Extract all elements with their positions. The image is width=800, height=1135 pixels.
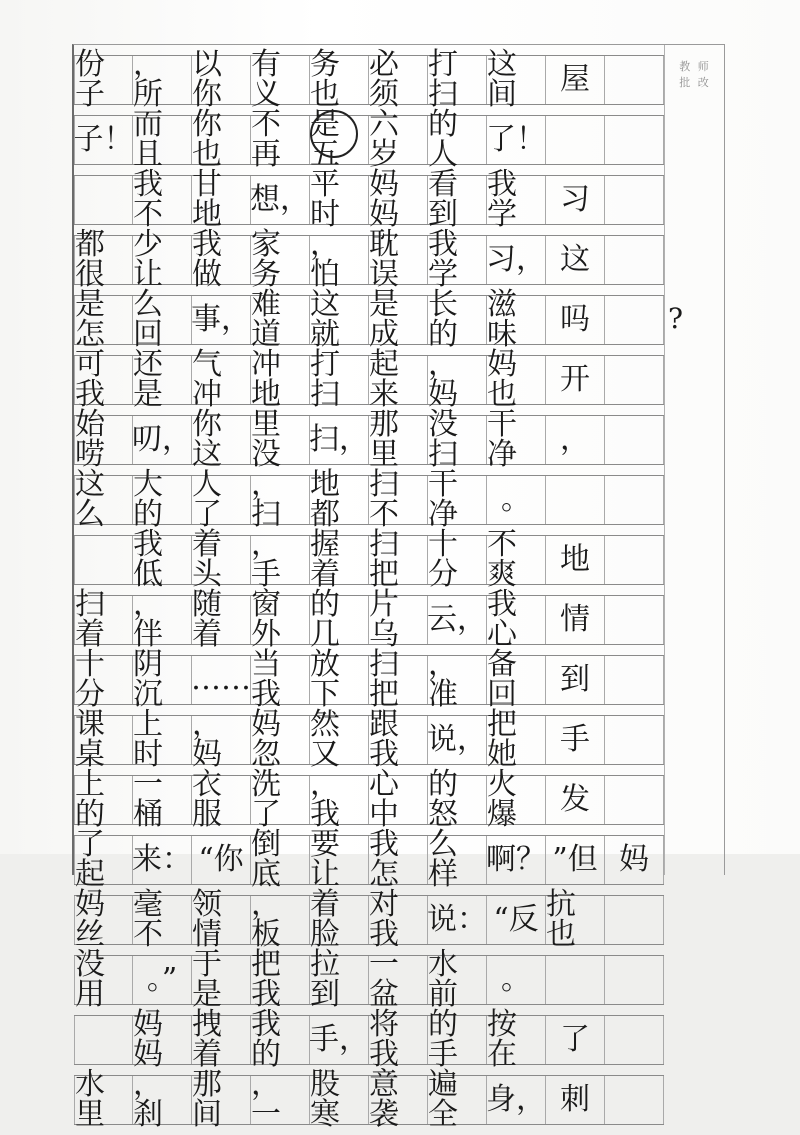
grid-row	[74, 167, 664, 232]
grid-cell: 。	[487, 956, 546, 1004]
grid-cell	[546, 956, 605, 1004]
grid-cell: 窗外	[251, 596, 310, 644]
grid-cell: ，刹	[133, 1076, 192, 1124]
grid-cell: ，手	[251, 536, 310, 584]
grid-cell: 看到	[428, 176, 487, 224]
grid-cell: 一盆	[369, 956, 428, 1004]
grid-cell: 说：	[428, 896, 487, 944]
grid-cell: 而且	[133, 116, 192, 164]
grid-cell: 打扫	[428, 56, 487, 104]
grid-cell: 想，	[251, 176, 310, 224]
grid-cell	[605, 956, 664, 1004]
grid-cell: 难道	[251, 296, 310, 344]
grid-cell: 衣服	[192, 776, 251, 824]
grid-cell	[605, 596, 664, 644]
grid-cell: 一桶	[133, 776, 192, 824]
grid-cell	[605, 176, 664, 224]
grid-cell: 洗了	[251, 776, 310, 824]
grid-cell: 阴沉	[133, 656, 192, 704]
grid-cell: 气冲	[192, 356, 251, 404]
grid-row	[74, 947, 664, 1012]
grid-cell: 耽误	[369, 236, 428, 284]
grid-cell: 上的	[74, 776, 133, 824]
grid-cell: 扫着	[74, 596, 133, 644]
grid-cell: 来：	[133, 836, 192, 884]
grid-cell: 妈妈	[133, 1016, 192, 1064]
grid-cell: 么回	[133, 296, 192, 344]
grid-row	[74, 827, 664, 892]
grid-cell: 都很	[74, 236, 133, 284]
grid-cell: 大的	[133, 476, 192, 524]
grid-cell: 家务	[251, 236, 310, 284]
grid-cell: 要让	[310, 836, 369, 884]
grid-cell: 。”	[133, 956, 192, 1004]
grid-cell: 我低	[133, 536, 192, 584]
grid-cell: 放下	[310, 656, 369, 704]
grid-cell: 事，	[192, 296, 251, 344]
grid-cell: 少让	[133, 236, 192, 284]
grid-cell	[605, 56, 664, 104]
grid-cell: 意袭	[369, 1076, 428, 1124]
grid-cell: 滋味	[487, 296, 546, 344]
grid-cell: 按在	[487, 1016, 546, 1064]
grid-cell: 遍全	[428, 1076, 487, 1124]
grid-cell: 没用	[74, 956, 133, 1004]
grid-cell	[605, 656, 664, 704]
grid-cell: 必须	[369, 56, 428, 104]
grid-cell: 股寒	[310, 1076, 369, 1124]
grid-cell: 里没	[251, 416, 310, 464]
grid-cell: 倒底	[251, 836, 310, 884]
grid-cell: ，妈	[192, 716, 251, 764]
grid-cell	[605, 716, 664, 764]
grid-cell: 这间	[487, 56, 546, 104]
grid-cell: 我不	[133, 176, 192, 224]
grid-cell: 没扫	[428, 416, 487, 464]
grid-cell: 对我	[369, 896, 428, 944]
grid-cell: 叨，	[133, 416, 192, 464]
grid-cell: ……	[192, 656, 251, 704]
grid-cell: 你也	[192, 116, 251, 164]
grid-cell: 然又	[310, 716, 369, 764]
grid-cell: 干净	[428, 476, 487, 524]
grid-cell: 妈忽	[251, 716, 310, 764]
grid-cell: 把她	[487, 716, 546, 764]
grid-cell: 可我	[74, 356, 133, 404]
grid-cell: 份子	[74, 56, 133, 104]
grid-cell: 么样	[428, 836, 487, 884]
grid-cell	[605, 1076, 664, 1124]
grid-cell: 是五	[310, 116, 369, 164]
grid-cell	[605, 1016, 664, 1064]
grid-row	[74, 647, 664, 712]
grid-row	[74, 1007, 664, 1072]
grid-cell: 心中	[369, 776, 428, 824]
grid-cell: 这就	[310, 296, 369, 344]
grid-cell	[605, 896, 664, 944]
grid-cell	[605, 416, 664, 464]
grid-cell: 手	[546, 716, 605, 764]
grid-cell: 拽着	[192, 1016, 251, 1064]
teacher-correction-header	[673, 59, 717, 91]
grid-row	[74, 467, 664, 532]
grid-cell: ，一	[251, 1076, 310, 1124]
composition-sheet	[72, 44, 725, 1132]
grid-cell	[605, 776, 664, 824]
teacher-margin-column	[664, 45, 725, 875]
grid-cell	[74, 176, 133, 224]
grid-cell: 于是	[192, 956, 251, 1004]
grid-row	[74, 347, 664, 412]
grid-cell: 跟我	[369, 716, 428, 764]
grid-cell: 毫不	[133, 896, 192, 944]
grid-cell: 六岁	[369, 116, 428, 164]
grid-row	[74, 287, 684, 352]
grid-cell: 这么	[74, 476, 133, 524]
grid-cell: ”但	[546, 836, 605, 884]
grid-cell: 还是	[133, 356, 192, 404]
grid-cell: 这	[546, 236, 605, 284]
grid-cell: 妈	[605, 836, 664, 884]
grid-cell: 情	[546, 596, 605, 644]
grid-row	[74, 227, 664, 292]
grid-row	[74, 767, 664, 832]
grid-cell: 是怎	[74, 296, 133, 344]
grid-cell	[74, 536, 133, 584]
grid-cell: 到	[546, 656, 605, 704]
grid-row	[74, 887, 664, 952]
grid-cell: 地都	[310, 476, 369, 524]
grid-cell: 着脸	[310, 896, 369, 944]
grid-cell: 我的	[251, 1016, 310, 1064]
grid-cell	[605, 236, 664, 284]
grid-cell: 我心	[487, 596, 546, 644]
grid-cell: 冲地	[251, 356, 310, 404]
grid-cell: 你这	[192, 416, 251, 464]
grid-cell: 云，	[428, 596, 487, 644]
teacher-circle-mark	[310, 110, 358, 158]
grid-cell: ，怕	[310, 236, 369, 284]
grid-cell: 抗也	[546, 896, 605, 944]
grid-cell: 吗	[546, 296, 605, 344]
grid-cell: 片乌	[369, 596, 428, 644]
grid-cell: 身，	[487, 1076, 546, 1124]
grid-cell: 了起	[74, 836, 133, 884]
grid-cell: 啊？	[487, 836, 546, 884]
grid-cell: 的几	[310, 596, 369, 644]
grid-cell: 手，	[310, 1016, 369, 1064]
grid-cell: 长的	[428, 296, 487, 344]
grid-cell: 习，	[487, 236, 546, 284]
grid-cell: “你	[192, 836, 251, 884]
grid-row	[74, 1067, 664, 1132]
grid-cell: 开	[546, 356, 605, 404]
grid-cell: 火爆	[487, 776, 546, 824]
grid-cell: 妈也	[487, 356, 546, 404]
grid-cell: 上时	[133, 716, 192, 764]
grid-row	[74, 587, 664, 652]
grid-cell	[546, 476, 605, 524]
grid-cell: 始唠	[74, 416, 133, 464]
grid-cell: 那间	[192, 1076, 251, 1124]
grid-cell: 地	[546, 536, 605, 584]
grid-cell: 扫把	[369, 656, 428, 704]
grid-cell: 我学	[428, 236, 487, 284]
grid-cell: 拉到	[310, 956, 369, 1004]
grid-cell: 。	[487, 476, 546, 524]
grid-cell: 握着	[310, 536, 369, 584]
grid-cell: 我学	[487, 176, 546, 224]
grid-cell: 发	[546, 776, 605, 824]
grid-cell	[605, 296, 664, 344]
grid-cell: 是成	[369, 296, 428, 344]
grid-cell: ，我	[310, 776, 369, 824]
grid-cell	[605, 356, 664, 404]
grid-cell: ，所	[133, 56, 192, 104]
grid-cell: 了	[546, 1016, 605, 1064]
grid-cell: 的怒	[428, 776, 487, 824]
grid-row	[74, 47, 664, 112]
grid-cell: 平时	[310, 176, 369, 224]
grid-cell: 以你	[192, 56, 251, 104]
grid-row	[74, 527, 664, 592]
grid-cell: 打扫	[310, 356, 369, 404]
grid-cell: 课桌	[74, 716, 133, 764]
grid-cell	[605, 536, 664, 584]
grid-cell	[605, 116, 664, 164]
grid-cell: 了！	[487, 116, 546, 164]
grid-cell: 干净	[487, 416, 546, 464]
grid-cell: 有义	[251, 56, 310, 104]
grid-cell: 屋	[546, 56, 605, 104]
grid-cell: 把我	[251, 956, 310, 1004]
grid-cell: ，板	[251, 896, 310, 944]
grid-cell: 扫，	[310, 416, 369, 464]
grid-cell: ，	[546, 416, 605, 464]
grid-cell: 十分	[74, 656, 133, 704]
grid-cell: 说，	[428, 716, 487, 764]
grid-cell: 我怎	[369, 836, 428, 884]
grid-cell: 着头	[192, 536, 251, 584]
grid-cell: 备回	[487, 656, 546, 704]
question-mark-annotation: ?	[668, 302, 684, 335]
grid-cell: 我做	[192, 236, 251, 284]
grid-cell: 的手	[428, 1016, 487, 1064]
grid-cell: 子！	[74, 116, 133, 164]
grid-cell	[74, 1016, 133, 1064]
grid-cell: 刺	[546, 1076, 605, 1124]
grid-cell: “反	[487, 896, 546, 944]
grid-cell: 务也	[310, 56, 369, 104]
grid-cell: 领情	[192, 896, 251, 944]
margin-header-line1: 教 师	[679, 60, 711, 73]
grid-cell: 十分	[428, 536, 487, 584]
grid-cell: 不再	[251, 116, 310, 164]
grid-cell: 人了	[192, 476, 251, 524]
grid-cell: ，扫	[251, 476, 310, 524]
grid-row	[74, 707, 664, 772]
grid-cell: ，准	[428, 656, 487, 704]
grid-row	[74, 407, 664, 472]
grid-cell	[546, 116, 605, 164]
grid-cell: 习	[546, 176, 605, 224]
grid-cell: 扫把	[369, 536, 428, 584]
grid-cell: 随着	[192, 596, 251, 644]
grid-cell: 妈丝	[74, 896, 133, 944]
grid-cell: 扫不	[369, 476, 428, 524]
grid-cell: 妈妈	[369, 176, 428, 224]
grid-cell: 水前	[428, 956, 487, 1004]
grid-cell: 当我	[251, 656, 310, 704]
grid-cell	[605, 476, 664, 524]
grid-cell: ，伴	[133, 596, 192, 644]
grid-cell: 不爽	[487, 536, 546, 584]
grid-cell: 的人	[428, 116, 487, 164]
margin-header-line2: 批 改	[679, 76, 711, 89]
grid-cell: ，妈	[428, 356, 487, 404]
grid-cell: 甘地	[192, 176, 251, 224]
writing-grid	[73, 47, 684, 1135]
grid-cell: 起来	[369, 356, 428, 404]
grid-row	[73, 107, 664, 172]
grid-cell: 将我	[369, 1016, 428, 1064]
grid-cell: 那里	[369, 416, 428, 464]
grid-cell: 水里	[74, 1076, 133, 1124]
